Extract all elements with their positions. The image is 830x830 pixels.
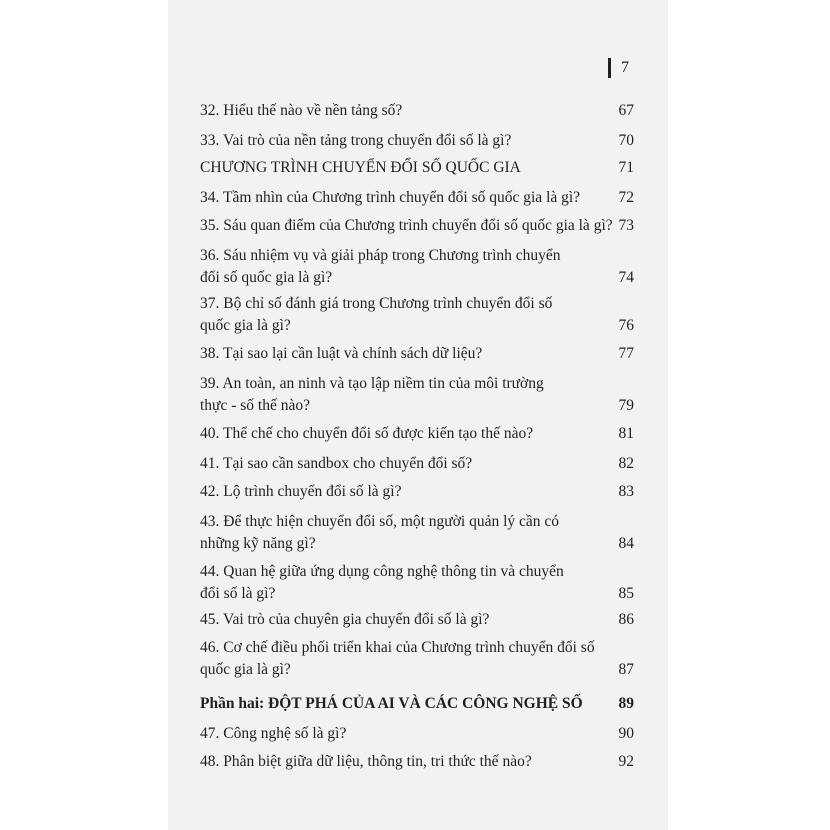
- toc-entry: [200, 215, 634, 237]
- toc-entry-title: 40. Thể chế cho chuyển đổi số được kiến tạo thế nào?: [200, 425, 534, 442]
- toc-entry-title: 34. Tầm nhìn của Chương trình chuyển đổi số quốc gia là gì?: [200, 189, 581, 206]
- toc-entry: [200, 723, 634, 745]
- toc-entry: [200, 373, 634, 417]
- toc-entry-page: 74: [618, 269, 634, 286]
- toc-entry-title: 43. Để thực hiện chuyển đổi số, một người quản lý cần có: [200, 513, 560, 530]
- toc-entry-page: 92: [618, 753, 634, 770]
- toc-entry-page: 83: [618, 483, 634, 500]
- toc-entry-page: 84: [618, 535, 634, 552]
- toc-entry-title: CHƯƠNG TRÌNH CHUYỂN ĐỔI SỐ QUỐC GIA: [200, 159, 521, 176]
- toc-entry-title: 41. Tại sao cần sandbox cho chuyển đổi số?: [200, 455, 473, 472]
- toc-entry-title: 47. Công nghệ số là gì?: [200, 725, 347, 742]
- toc-entry: [200, 751, 634, 773]
- toc-entry-title: 35. Sáu quan điểm của Chương trình chuyển đổi số quốc gia là gì?: [200, 217, 613, 234]
- toc-entry: [200, 511, 634, 555]
- toc-entry: [200, 609, 634, 631]
- toc-entry-title: quốc gia là gì?: [200, 317, 291, 334]
- toc-entry: [200, 561, 634, 605]
- toc-entry: [200, 453, 634, 475]
- toc-entry-title: Phần hai: ĐỘT PHÁ CỦA AI VÀ CÁC CÔNG NGHỆ SỐ: [200, 695, 583, 712]
- toc-entry-title: 44. Quan hệ giữa ứng dụng công nghệ thông tin và chuyển: [200, 563, 564, 580]
- toc-entry-title: đổi số là gì?: [200, 585, 276, 602]
- toc-entry-page: 87: [618, 661, 634, 678]
- toc-entry-page: 76: [618, 317, 634, 334]
- toc-entry-title: 37. Bộ chỉ số đánh giá trong Chương trình chuyển đổi số: [200, 295, 553, 312]
- toc-entry-page: 71: [618, 159, 634, 176]
- toc-entry-title: 33. Vai trò của nền tảng trong chuyển đổi số là gì?: [200, 132, 512, 149]
- toc-entry-page: 81: [618, 425, 634, 442]
- toc-entry-title: 45. Vai trò của chuyên gia chuyển đổi số là gì?: [200, 611, 490, 628]
- toc-entry-title: 48. Phân biệt giữa dữ liệu, thông tin, tri thức thế nào?: [200, 753, 532, 770]
- toc-entry-page: 72: [618, 189, 634, 206]
- toc-entry-title: đổi số quốc gia là gì?: [200, 269, 333, 286]
- toc-entry-page: 77: [618, 345, 634, 362]
- toc-entry-page: 90: [618, 725, 634, 742]
- toc-entry-title: 38. Tại sao lại cần luật và chính sách dữ liệu?: [200, 345, 483, 362]
- toc-entry-page: 79: [618, 397, 634, 414]
- toc-entry-title: những kỹ năng gì?: [200, 535, 316, 552]
- toc-entry-title: 42. Lộ trình chuyển đổi số là gì?: [200, 483, 402, 500]
- page-number: 7: [621, 59, 629, 76]
- toc-entry: [200, 693, 634, 715]
- toc-entry-title: 39. An toàn, an ninh và tạo lập niềm tin của môi trường: [200, 375, 544, 392]
- toc-entry-page: 67: [618, 102, 634, 119]
- toc-entry-page: 70: [618, 132, 634, 149]
- toc-entry-title: 46. Cơ chế điều phối triển khai của Chương trình chuyển đổi số: [200, 639, 595, 656]
- toc-entry: [200, 423, 634, 445]
- toc-entry: [200, 157, 634, 179]
- toc-entry: [200, 130, 634, 152]
- toc-entry-page: 82: [618, 455, 634, 472]
- toc-entry-page: 85: [618, 585, 634, 602]
- toc-entry: [200, 187, 634, 209]
- toc-entry: [200, 293, 634, 337]
- toc-entry: [200, 343, 634, 365]
- toc-entry-title: 32. Hiểu thế nào về nền tảng số?: [200, 102, 403, 119]
- toc-entry: [200, 245, 634, 289]
- toc-entry: [200, 100, 634, 122]
- toc-entry-title: 36. Sáu nhiệm vụ và giải pháp trong Chương trình chuyển: [200, 247, 561, 264]
- toc-entry-title: thực - số thế nào?: [200, 397, 310, 414]
- toc-entry-page: 86: [618, 611, 634, 628]
- toc-entry: [200, 481, 634, 503]
- toc-entry-page: 73: [618, 217, 634, 234]
- toc-entry-page: 89: [618, 695, 634, 712]
- toc-entry-title: quốc gia là gì?: [200, 661, 291, 678]
- toc-entry: [200, 637, 634, 681]
